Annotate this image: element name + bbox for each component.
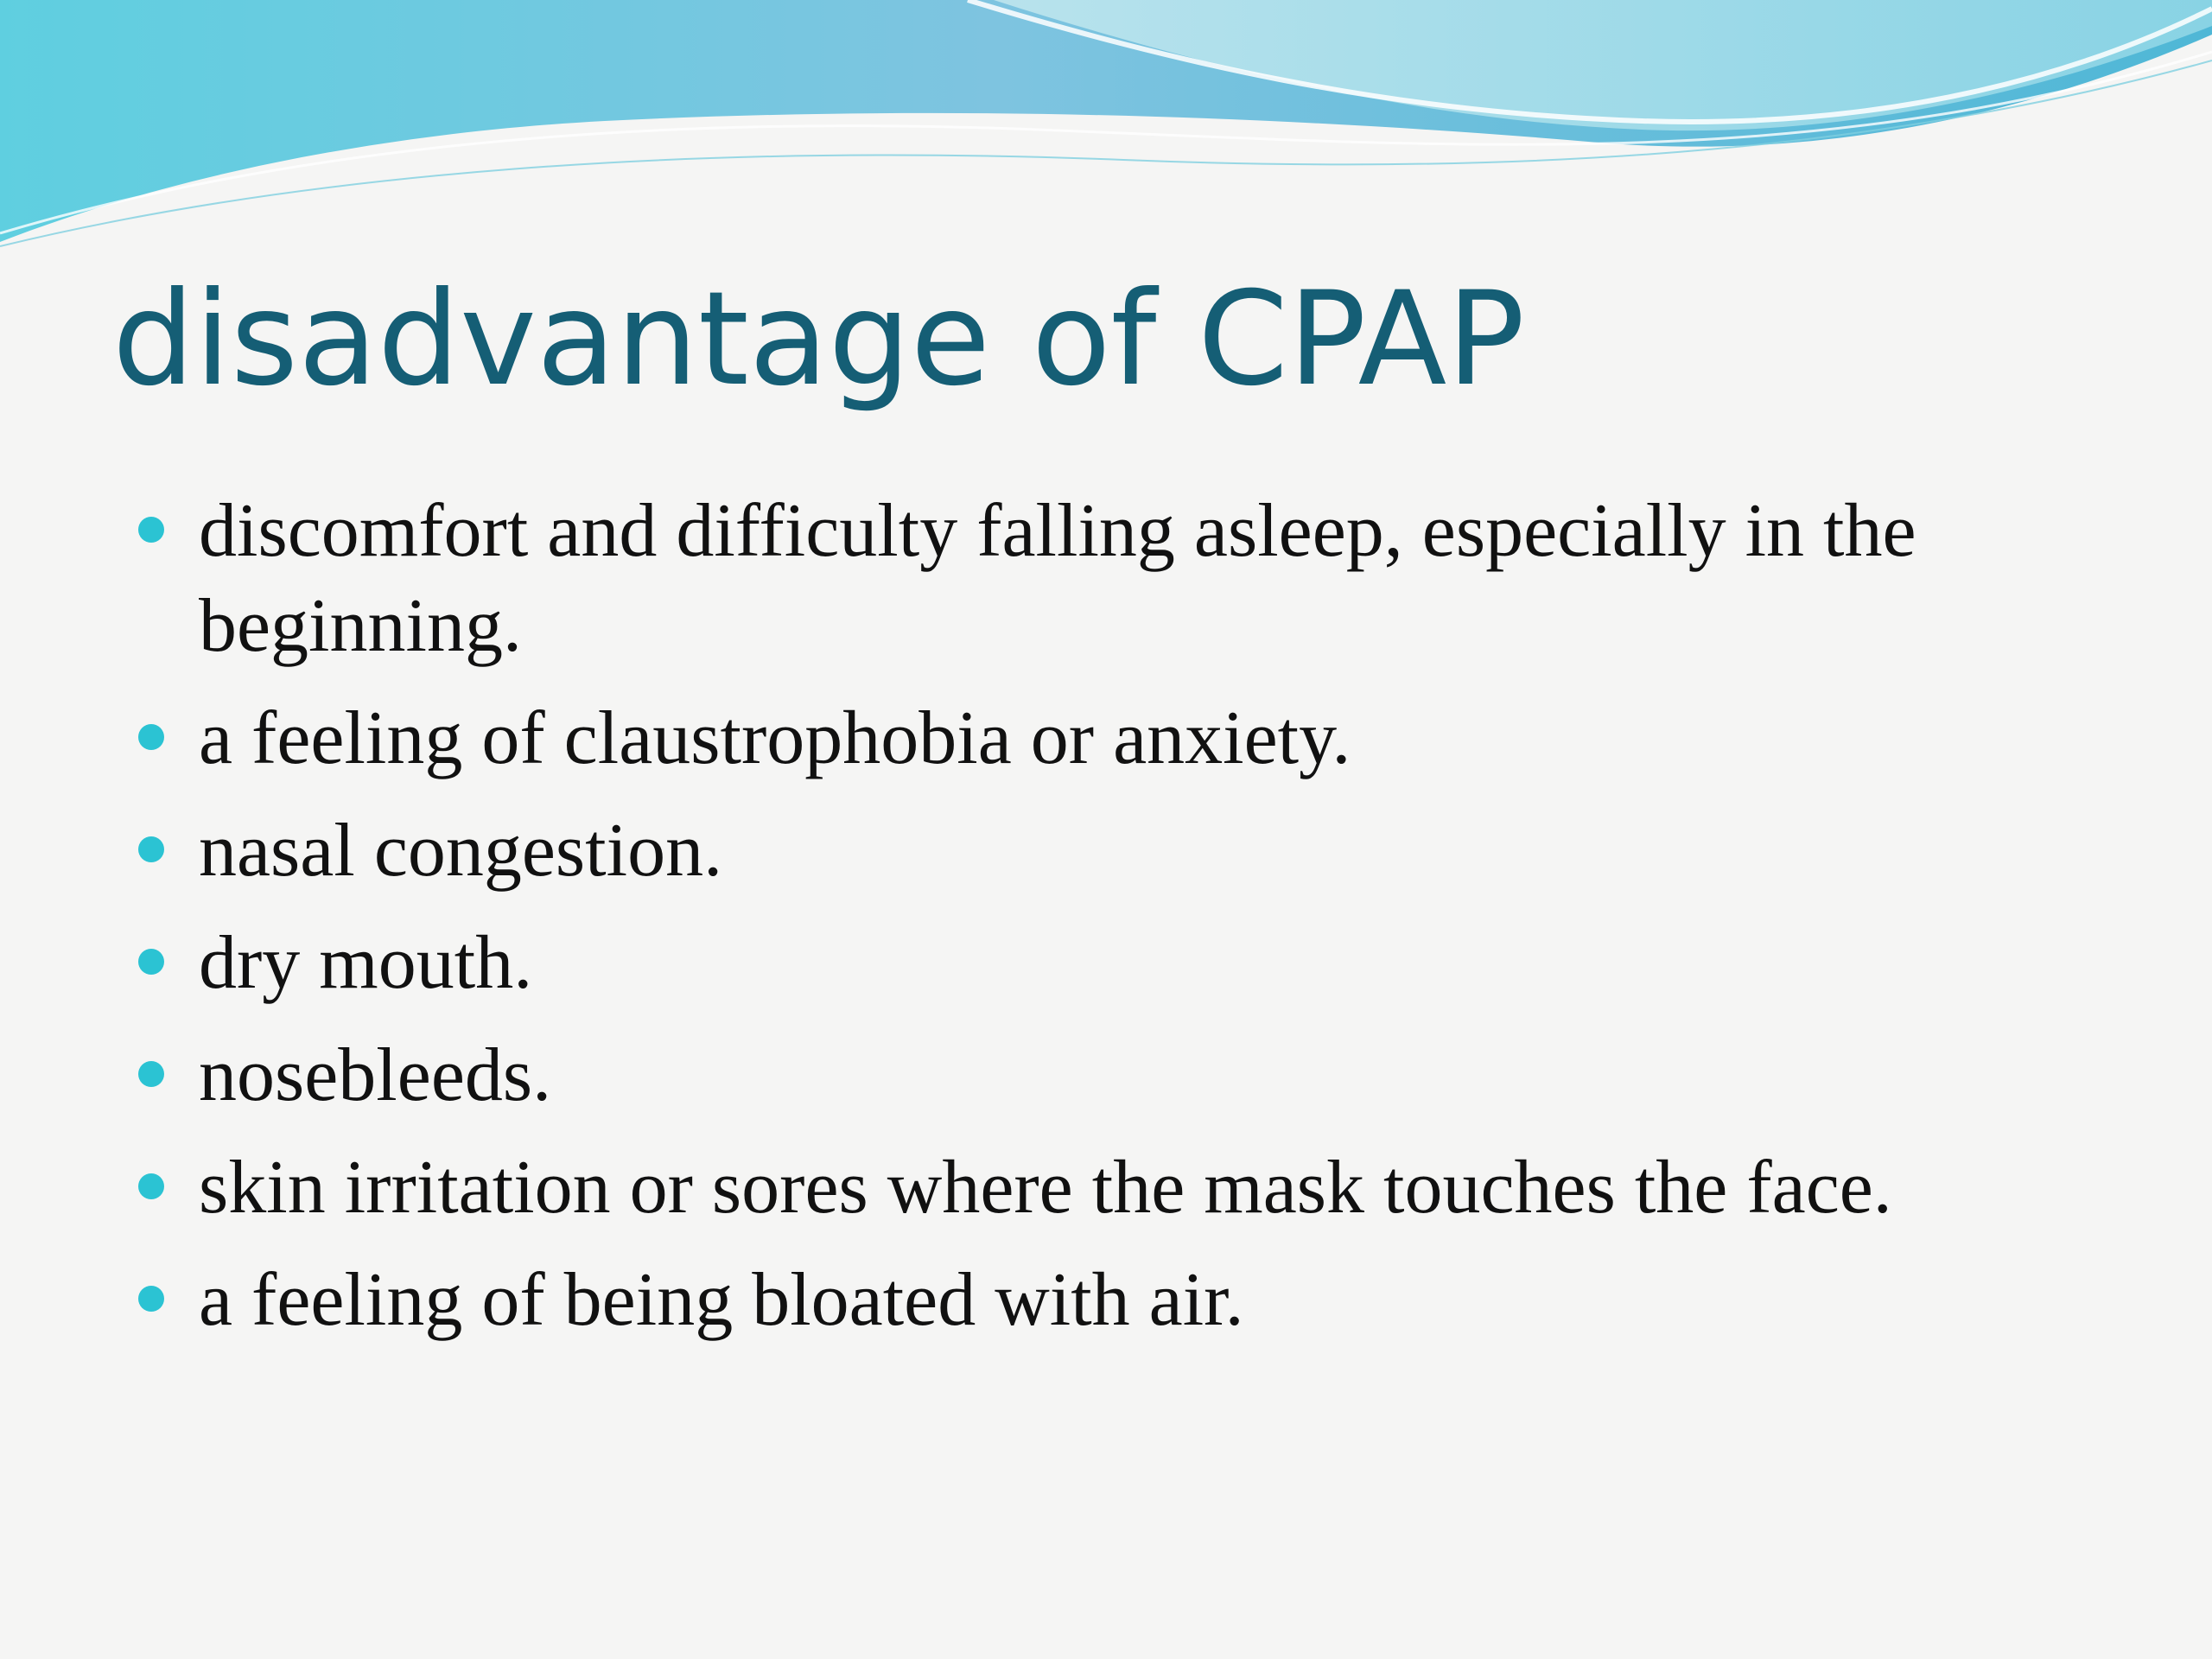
bullet-marker-icon bbox=[138, 1286, 164, 1312]
list-item bbox=[134, 1028, 2035, 1123]
bullet-text: discomfort and difficulty falling asleep, especially in the beginning. bbox=[199, 489, 1916, 668]
bullet-text: nasal congestion. bbox=[199, 809, 723, 893]
bullet-text: nosebleeds. bbox=[199, 1033, 552, 1117]
bullet-marker-icon bbox=[138, 1173, 164, 1199]
bullet-text: a feeling of claustrophobia or anxiety. bbox=[199, 696, 1351, 780]
header-wave-decoration bbox=[0, 0, 2212, 259]
slide-title: disadvantage of CPAP bbox=[112, 264, 1525, 415]
bullet-text: dry mouth. bbox=[199, 921, 533, 1005]
bullet-list bbox=[134, 484, 2035, 1365]
bullet-marker-icon bbox=[138, 517, 164, 543]
list-item bbox=[134, 484, 2035, 674]
bullet-marker-icon bbox=[138, 836, 164, 862]
bullet-text: a feeling of being bloated with air. bbox=[199, 1258, 1244, 1342]
list-item bbox=[134, 804, 2035, 899]
list-item bbox=[134, 1253, 2035, 1348]
list-item bbox=[134, 916, 2035, 1011]
bullet-marker-icon bbox=[138, 949, 164, 975]
bullet-text: skin irritation or sores where the mask touches the face. bbox=[199, 1146, 1892, 1230]
list-item bbox=[134, 691, 2035, 786]
bullet-marker-icon bbox=[138, 1061, 164, 1087]
bullet-marker-icon bbox=[138, 724, 164, 750]
list-item bbox=[134, 1141, 2035, 1236]
